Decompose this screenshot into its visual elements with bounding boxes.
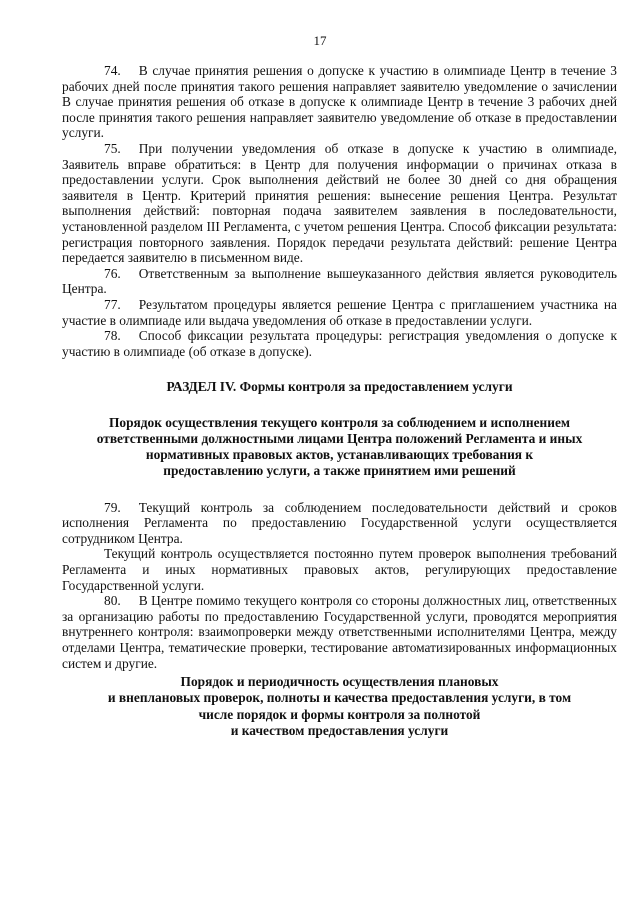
page-number: 17 [313, 33, 327, 48]
subheading-line: предоставлению услуги, а также принятием ими решений [163, 463, 516, 479]
subheading-line: и внеплановых проверок, полноты и качества предоставления услуги, в том [107, 690, 572, 706]
subheading-line: нормативных правовых актов, устанавливающих требования к [145, 447, 534, 463]
spacer [62, 359, 617, 379]
page-content [62, 63, 617, 739]
paragraph-number: 77. [104, 296, 121, 312]
paragraph-text: Способ фиксации результата процедуры: регистрация уведомления о допуске к участию в олимпиаде (об отказе в допуске). [62, 328, 617, 359]
paragraph-number: 74. [104, 63, 121, 78]
subheading-line: Порядок осуществления текущего контроля за соблюдением и исполнением [108, 414, 571, 430]
spacer [62, 480, 617, 500]
paragraph-text: Ответственным за выполнение вышеуказанного действия является руководитель Центра. [62, 265, 617, 297]
paragraph-text: Текущий контроль за соблюдением последовательности действий и сроков исполнения Регламента по предоставлению Государственной услуги осуществляется сотрудником Центра. [62, 499, 617, 546]
paragraph-75 [62, 141, 617, 266]
subheading-line: числе порядок и формы контроля за полнотой [198, 706, 481, 722]
paragraph-current-control [62, 546, 617, 593]
section-heading: РАЗДЕЛ IV. Формы контроля за предоставлением услуги [166, 379, 513, 395]
paragraph-74 [62, 63, 617, 141]
subheading-line: Порядок и периодичность осуществления плановых [180, 674, 499, 690]
paragraph-number: 75. [104, 140, 121, 156]
paragraph-text: В Центре помимо текущего контроля со стороны должностных лиц, ответственных за организацию работы по предоставлению Государственной услуги, проводятся мероприятия внутреннего контроля: взаимопроверки между ответственными исполнителями Центра, между отделами Центра, тематические проверки, тестирование автоматизированных информационных систем и другие. [62, 593, 617, 671]
paragraph-text: В случае принятия решения о допуске к участию в олимпиаде Центр в течение 3 рабочих дней после принятия такого решения направляет заявителю уведомление о зачислении В случае принятия решения об отказе в допуске к олимпиаде Центр в течение 3 рабочих дней после принятия такого решения направляет заявителю уведомление об отказе в предоставлении услуги. [62, 63, 617, 141]
subheading-line: ответственными должностными лицами Центра положений Регламента и иных [96, 431, 583, 447]
paragraph-number: 78. [104, 328, 121, 344]
spacer [62, 395, 617, 415]
paragraph-text: Текущий контроль осуществляется постоянно путем проверок выполнения требований Регламента и иных нормативных правовых актов, регулирующих предоставление Государственной услуги. [62, 546, 617, 593]
paragraph-78 [62, 328, 617, 359]
paragraph-number: 76. [104, 265, 121, 281]
subheading-line: и качеством предоставления услуги [230, 722, 449, 738]
paragraph-text: Результатом процедуры является решение Центра с приглашением участника на участие в олимпиаде или выдача уведомления об отказе в предоставлении услуги. [62, 296, 617, 328]
paragraph-79 [62, 500, 617, 547]
paragraph-text: При получении уведомления об отказе в допуске к участию в олимпиаде, Заявитель вправе обратиться: в Центр для получения информации о причинах отказа в предоставлении услуги. Срок выполнения действий не более 30 дней со дня обращения заявителя в Центр. Критерий принятия решения: вынесение решения Центра. Результат выполнения действий: повторная подача заявителем заявления в последовательности, установленной разделом III Регламента, с учетом решения Центра. Способ фиксации результата: регистрация повторного заявления. Порядок передачи результата действий: решение Центра передается заявителю в письменном виде. [62, 140, 617, 266]
paragraph-76 [62, 266, 617, 297]
paragraph-77 [62, 297, 617, 328]
paragraph-number: 79. [104, 499, 121, 515]
paragraph-80 [62, 593, 617, 671]
paragraph-number: 80. [104, 593, 121, 609]
